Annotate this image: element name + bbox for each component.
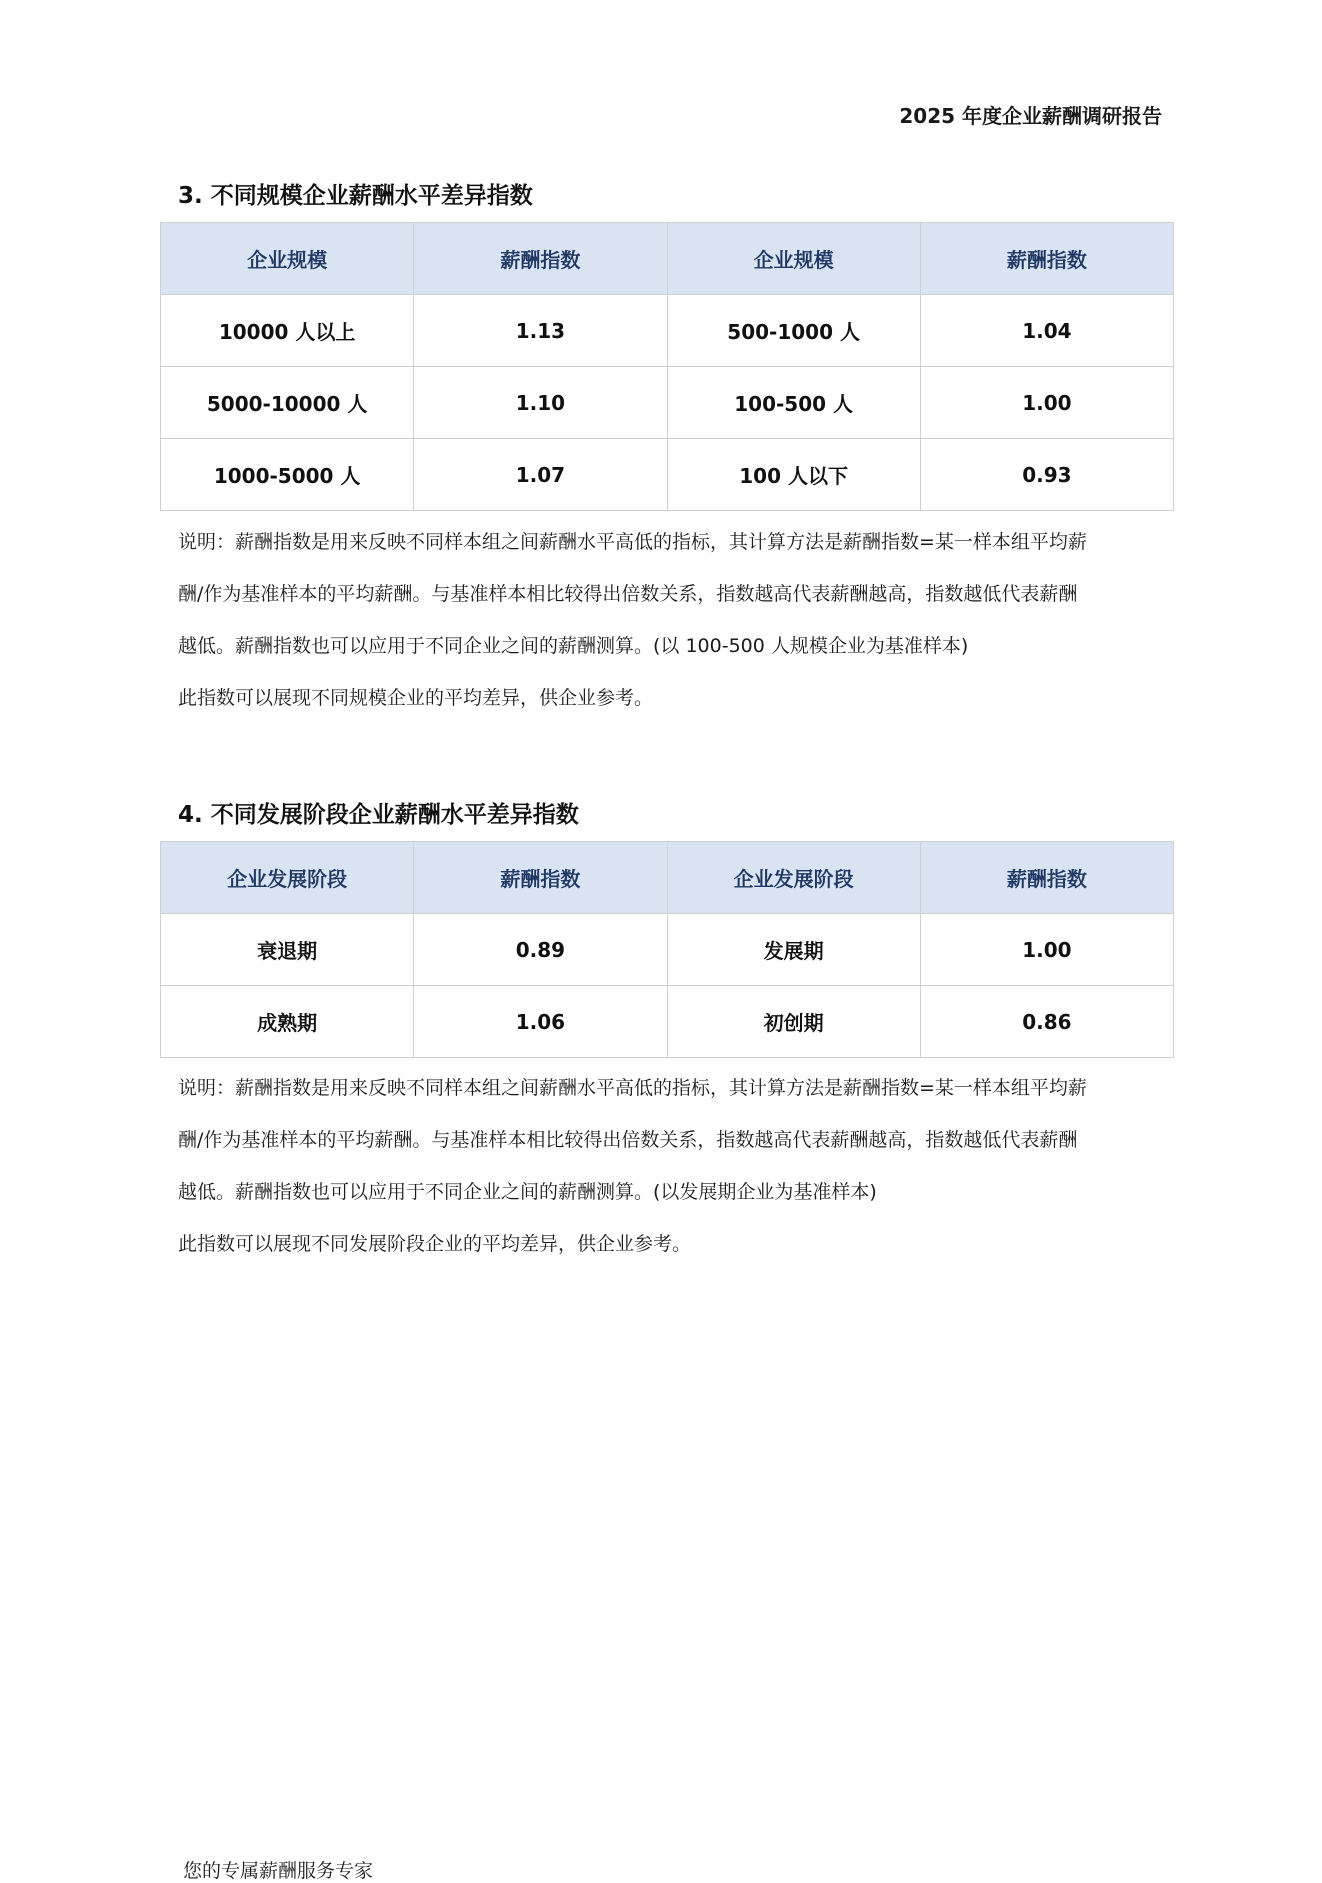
table-row <box>161 295 1174 367</box>
table-cell: 5000-10000 人 <box>161 367 414 439</box>
company-size-note <box>178 516 1148 724</box>
table-cell: 1.13 <box>414 295 667 367</box>
note-line: 此指数可以展现不同规模企业的平均差异，供企业参考。 <box>178 687 654 709</box>
table-row <box>161 986 1174 1058</box>
development-stage-note <box>178 1062 1148 1270</box>
table-row <box>161 914 1174 986</box>
table-cell: 0.93 <box>920 439 1173 511</box>
table-header-cell: 企业规模 <box>161 223 414 295</box>
table-row <box>161 439 1174 511</box>
table-cell: 1.07 <box>414 439 667 511</box>
table-cell: 0.86 <box>920 986 1173 1058</box>
table-cell: 发展期 <box>667 914 920 986</box>
table-cell: 100 人以下 <box>667 439 920 511</box>
note-line: 越低。薪酬指数也可以应用于不同企业之间的薪酬测算。(以发展期企业为基准样本) <box>178 1181 877 1203</box>
table-header-cell: 薪酬指数 <box>920 223 1173 295</box>
table-header-cell: 薪酬指数 <box>920 842 1173 914</box>
table-cell: 1.10 <box>414 367 667 439</box>
table-cell: 1000-5000 人 <box>161 439 414 511</box>
table-cell: 100-500 人 <box>667 367 920 439</box>
table-cell: 0.89 <box>414 914 667 986</box>
table-header-cell: 企业发展阶段 <box>161 842 414 914</box>
table-header-cell: 薪酬指数 <box>414 223 667 295</box>
company-size-index-table <box>160 222 1174 511</box>
table-cell: 500-1000 人 <box>667 295 920 367</box>
table-header-row <box>161 842 1174 914</box>
table-cell: 1.04 <box>920 295 1173 367</box>
section-title-development-stage: 4. 不同发展阶段企业薪酬水平差异指数 <box>178 802 579 828</box>
note-line: 此指数可以展现不同发展阶段企业的平均差异，供企业参考。 <box>178 1233 692 1255</box>
table-cell: 1.00 <box>920 367 1173 439</box>
table-header-cell: 企业规模 <box>667 223 920 295</box>
note-line: 说明：薪酬指数是用来反映不同样本组之间薪酬水平高低的指标，其计算方法是薪酬指数=某一样本组平均薪 <box>178 531 1087 553</box>
note-line: 说明：薪酬指数是用来反映不同样本组之间薪酬水平高低的指标，其计算方法是薪酬指数=某一样本组平均薪 <box>178 1077 1087 1099</box>
table-cell: 1.00 <box>920 914 1173 986</box>
table-cell: 成熟期 <box>161 986 414 1058</box>
section-title-company-size: 3. 不同规模企业薪酬水平差异指数 <box>178 183 533 209</box>
development-stage-index-table <box>160 841 1174 1058</box>
note-line: 酬/作为基准样本的平均薪酬。与基准样本相比较得出倍数关系，指数越高代表薪酬越高，指数越低代表薪酬 <box>178 1129 1078 1151</box>
table-header-row <box>161 223 1174 295</box>
table-cell: 初创期 <box>667 986 920 1058</box>
running-header: 2025 年度企业薪酬调研报告 <box>899 104 1162 128</box>
table-row <box>161 367 1174 439</box>
table-cell: 1.06 <box>414 986 667 1058</box>
note-line: 越低。薪酬指数也可以应用于不同企业之间的薪酬测算。(以 100-500 人规模企业为基准样本) <box>178 635 969 657</box>
note-line: 酬/作为基准样本的平均薪酬。与基准样本相比较得出倍数关系，指数越高代表薪酬越高，指数越低代表薪酬 <box>178 583 1078 605</box>
table-header-cell: 薪酬指数 <box>414 842 667 914</box>
footer-slogan: 您的专属薪酬服务专家 <box>183 1860 374 1882</box>
table-cell: 10000 人以上 <box>161 295 414 367</box>
table-cell: 衰退期 <box>161 914 414 986</box>
table-header-cell: 企业发展阶段 <box>667 842 920 914</box>
